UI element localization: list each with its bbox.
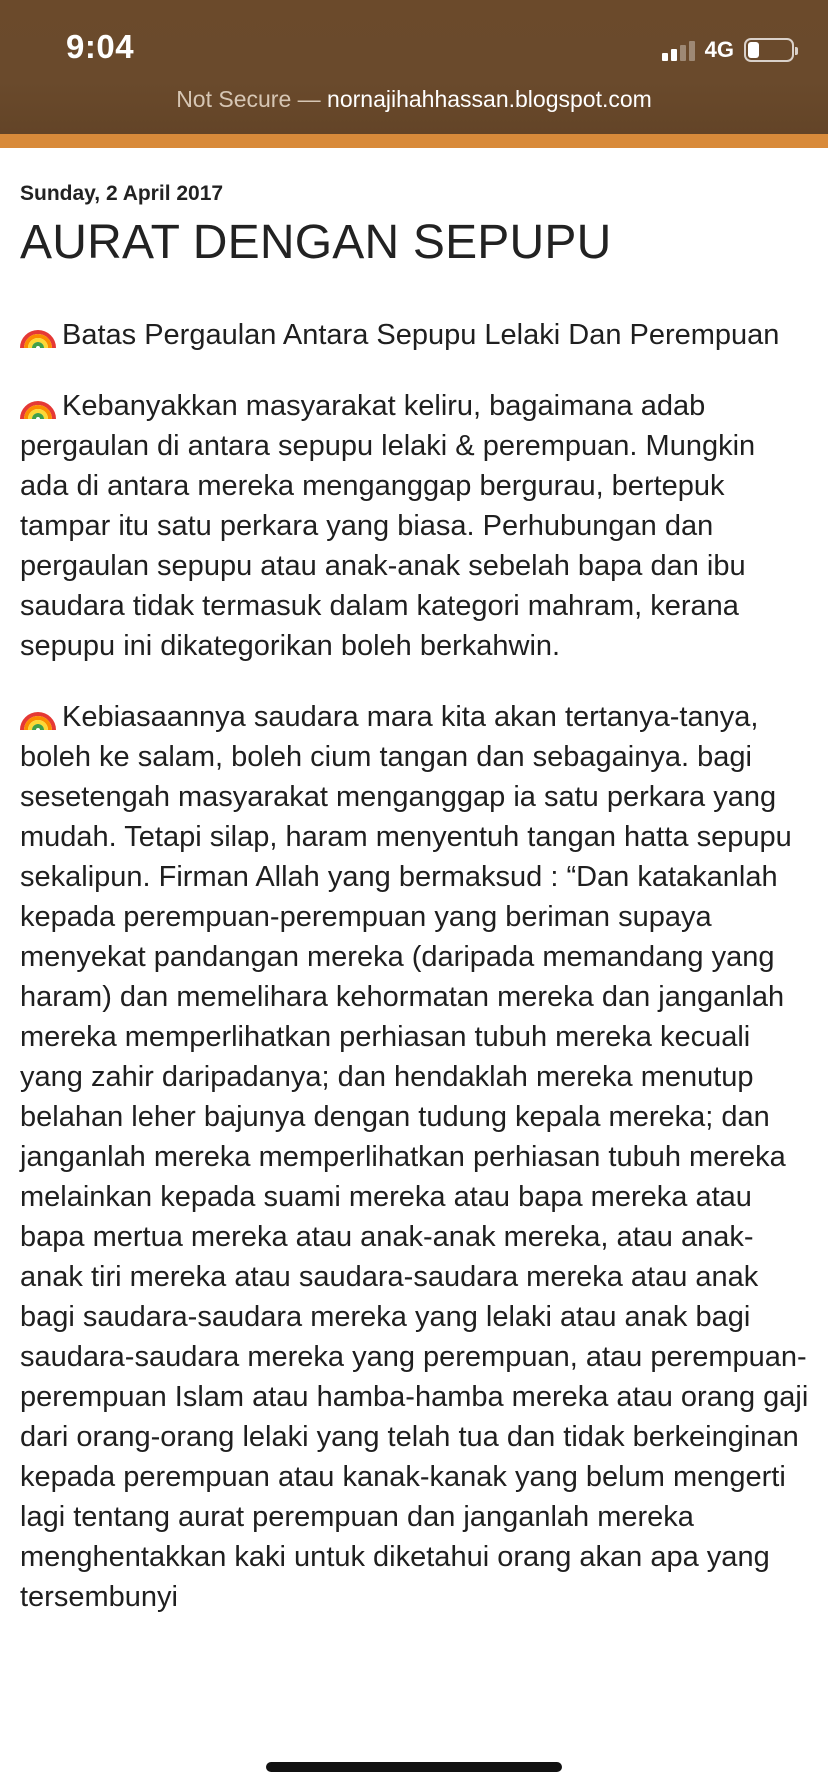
post-paragraph <box>20 696 810 1617</box>
network-type: 4G <box>704 37 734 62</box>
post-date: Sunday, 2 April 2017 <box>20 182 224 205</box>
battery-level-fill <box>748 42 759 58</box>
signal-bar <box>680 45 686 61</box>
signal-bar <box>662 53 668 61</box>
status-time: 9:04 <box>66 28 135 65</box>
signal-bar <box>671 49 677 61</box>
rainbow-icon <box>20 696 56 732</box>
post-paragraph <box>20 314 810 355</box>
blog-post <box>20 180 810 1647</box>
security-label: Not Secure — <box>176 86 321 112</box>
browser-chrome <box>0 0 828 134</box>
rainbow-icon <box>20 385 56 421</box>
rainbow-icon <box>20 314 56 350</box>
post-body <box>20 314 810 1617</box>
paragraph-text: Kebanyakkan masyarakat keliru, bagaimana adab pergaulan di antara sepupu lelaki & perempuan. Mungkin ada di antara mereka menganggap bergurau, bertepuk tampar itu satu perkara yang biasa. Perhubungan dan pergaulan sepupu atau anak-anak sebelah bapa dan ibu saudara tidak termasuk dalam kategori mahram, kerana sepupu ini dikategorikan boleh berkahwin. <box>20 390 756 663</box>
cellular-signal-icon <box>662 39 695 61</box>
url-domain: nornajihahhassan.blogspot.com <box>327 86 652 112</box>
signal-bar <box>689 41 695 61</box>
home-indicator[interactable] <box>266 1762 562 1772</box>
address-bar[interactable] <box>0 86 828 113</box>
post-title: AURAT DENGAN SEPUPU <box>20 216 612 270</box>
paragraph-text: Batas Pergaulan Antara Sepupu Lelaki Dan Perempuan <box>62 319 780 352</box>
battery-icon <box>744 38 794 62</box>
post-paragraph <box>20 385 810 666</box>
status-indicators <box>662 36 794 64</box>
blog-header-band <box>0 134 828 148</box>
paragraph-text: Kebiasaannya saudara mara kita akan tertanya-tanya, boleh ke salam, boleh cium tangan dan sebagainya. bagi sesetengah masyarakat menganggap ia satu perkara yang mudah. Tetapi silap, haram menyentuh tangan hatta sepupu sekalipun. Firman Allah yang bermaksud : “Dan katakanlah kepada perempuan-perempuan yang beriman supaya menyekat pandangan mereka (daripada memandang yang haram) dan memelihara kehormatan mereka dan janganlah mereka memperlihatkan perhiasan tubuh mereka kecuali yang zahir daripadanya; dan hendaklah mereka menutup belahan leher bajunya dengan tudung kepala mereka; dan janganlah mereka memperlihatkan perhiasan tubuh mereka melainkan kepada suami mereka atau bapa mereka atau bapa mertua mereka atau anak-anak mereka, atau anak-anak tiri mereka atau saudara-saudara mereka atau anak bagi saudara-saudara mereka yang lelaki atau anak bagi saudara-saudara mereka yang perempuan, atau perempuan-perempuan Islam atau hamba-hamba mereka atau orang gaji dari orang-orang lelaki yang telah tua dan tidak berkeinginan kepada perempuan atau kanak-kanak yang belum mengerti lagi tentang aurat perempuan dan janganlah mereka menghentakkan kaki untuk diketahui orang akan apa yang tersembunyi <box>20 701 809 1614</box>
